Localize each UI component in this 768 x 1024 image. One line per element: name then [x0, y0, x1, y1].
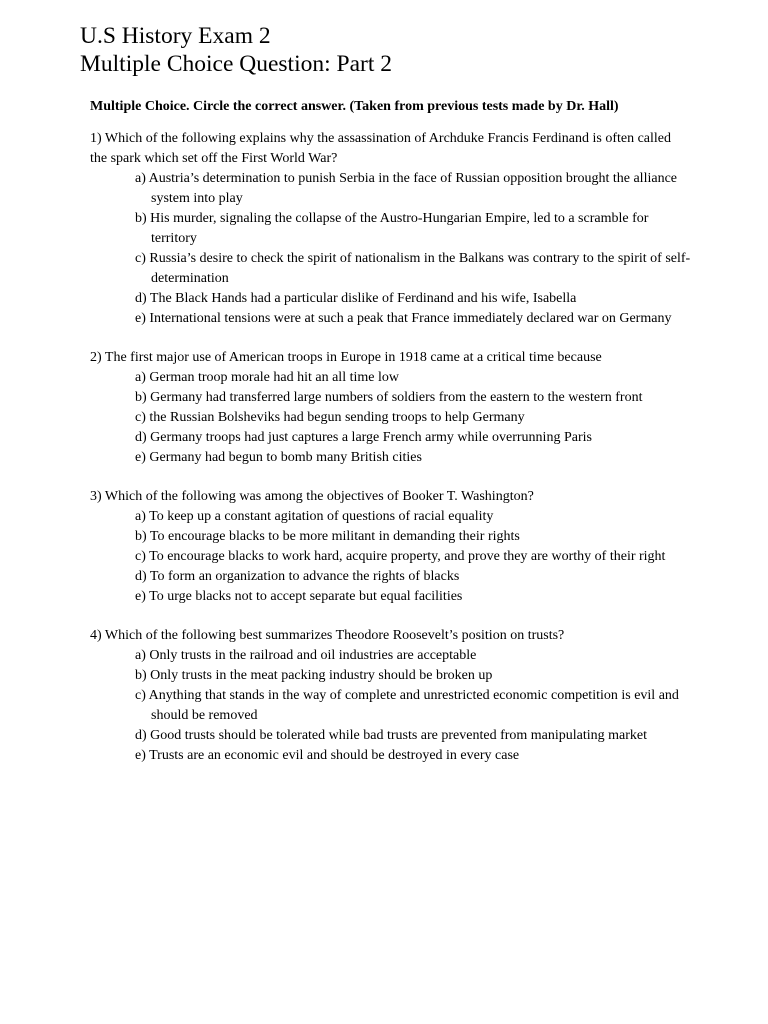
question-3: [90, 487, 720, 607]
exam-title: U.S History Exam 2: [80, 23, 271, 49]
instructions: Multiple Choice. Circle the correct answer. (Taken from previous tests made by Dr. Hall): [90, 99, 619, 114]
answer-options: [90, 368, 720, 468]
question-1: [90, 129, 720, 329]
answer-options: [90, 646, 720, 766]
answer-option[interactable]: b) His murder, signaling the collapse of the Austro-Hungarian Empire, led to a scramble for territory: [135, 211, 649, 246]
answer-option[interactable]: a) German troop morale had hit an all time low: [135, 370, 399, 385]
answer-option[interactable]: d) The Black Hands had a particular dislike of Ferdinand and his wife, Isabella: [135, 291, 577, 306]
answer-options: [90, 169, 720, 329]
answer-option[interactable]: e) Germany had begun to bomb many British cities: [135, 450, 422, 465]
question-stem: 3) Which of the following was among the objectives of Booker T. Washington?: [90, 489, 534, 504]
answer-option[interactable]: c) To encourage blacks to work hard, acquire property, and prove they are worthy of their right: [135, 549, 666, 564]
question-4: [90, 626, 720, 766]
answer-options: [90, 507, 720, 607]
answer-option[interactable]: d) Good trusts should be tolerated while bad trusts are prevented from manipulating market: [135, 728, 648, 743]
answer-option[interactable]: e) To urge blacks not to accept separate but equal facilities: [135, 589, 463, 604]
answer-option[interactable]: e) Trusts are an economic evil and should be destroyed in every case: [135, 748, 520, 763]
answer-option[interactable]: c) Anything that stands in the way of complete and unrestricted economic competition is evil and should be removed: [135, 688, 679, 723]
answer-option[interactable]: b) Germany had transferred large numbers of soldiers from the eastern to the western front: [135, 390, 643, 405]
question-2: [90, 348, 720, 468]
answer-option[interactable]: a) To keep up a constant agitation of questions of racial equality: [135, 509, 494, 524]
answer-option[interactable]: d) Germany troops had just captures a large French army while overrunning Paris: [135, 430, 592, 445]
exam-subtitle: Multiple Choice Question: Part 2: [80, 51, 392, 77]
answer-option[interactable]: c) Russia’s desire to check the spirit of nationalism in the Balkans was contrary to the spirit of self-determination: [135, 251, 691, 286]
answer-option[interactable]: b) Only trusts in the meat packing industry should be broken up: [135, 668, 493, 683]
answer-option[interactable]: a) Austria’s determination to punish Serbia in the face of Russian opposition brought the alliance system into play: [135, 171, 677, 206]
question-stem: 1) Which of the following explains why the assassination of Archduke Francis Ferdinand is often called the spark which set off the First World War?: [90, 131, 671, 166]
answer-option[interactable]: e) International tensions were at such a peak that France immediately declared war on Germany: [135, 311, 672, 326]
exam-header: [80, 22, 720, 78]
question-stem: 2) The first major use of American troops in Europe in 1918 came at a critical time because: [90, 350, 602, 365]
question-stem: 4) Which of the following best summarizes Theodore Roosevelt’s position on trusts?: [90, 628, 565, 643]
answer-option[interactable]: d) To form an organization to advance the rights of blacks: [135, 569, 460, 584]
exam-page: [80, 22, 720, 766]
answer-option[interactable]: b) To encourage blacks to be more militant in demanding their rights: [135, 529, 520, 544]
answer-option[interactable]: a) Only trusts in the railroad and oil industries are acceptable: [135, 648, 477, 663]
answer-option[interactable]: c) the Russian Bolsheviks had begun sending troops to help Germany: [135, 410, 525, 425]
